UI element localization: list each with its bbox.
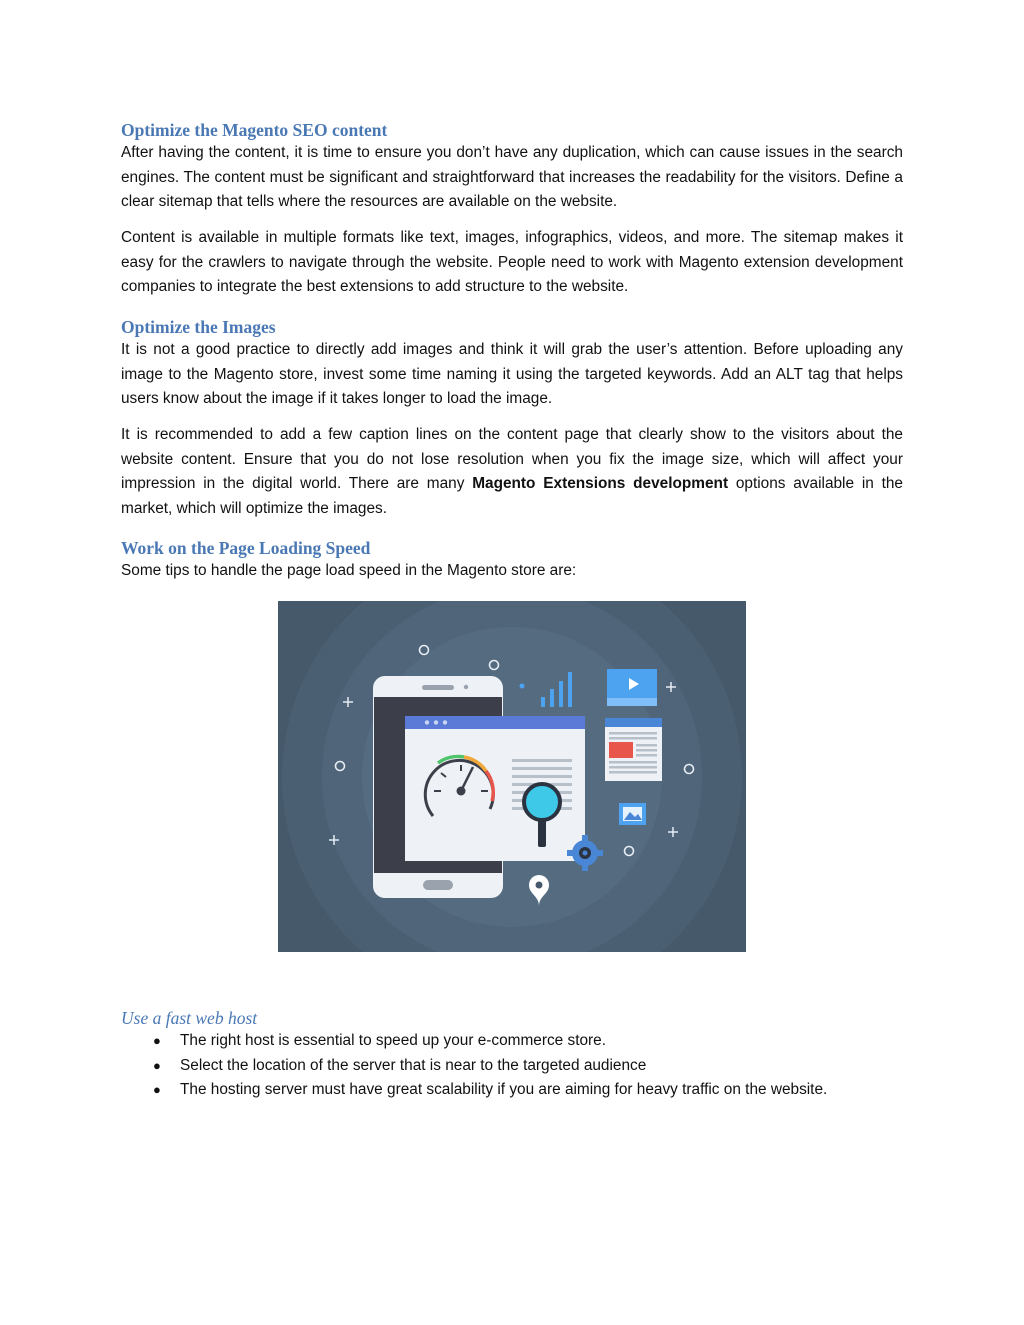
section-seo-content xyxy=(121,119,903,215)
page-speed-illustration xyxy=(278,601,746,952)
page-speed-icon xyxy=(278,601,746,952)
section-images-p2 xyxy=(121,423,903,521)
list-item-text: Select the location of the server that is near to the targeted audience xyxy=(180,1056,647,1074)
paragraph-seo-2: Content is available in multiple formats like text, images, infographics, videos, and more. The sitemap makes it easy for the crawlers to navigate through the website. People need to work with Magento extension development companies to integrate the best extensions to add structure to the website. xyxy=(121,229,903,295)
subsection-web-host xyxy=(121,1007,903,1029)
list-item xyxy=(121,1029,921,1054)
paragraph-images-2-after: options available in the market, which will optimize the images. xyxy=(121,475,903,517)
bullet-glyph: ● xyxy=(153,1033,161,1048)
section-images xyxy=(121,316,903,412)
list-item-text: The hosting server must have great scalability if you are aiming for heavy traffic on the website. xyxy=(180,1081,828,1098)
paragraph-seo-1: After having the content, it is time to ensure you don’t have any duplication, which can cause issues in the search engines. The content must be significant and straightforward that increases the readability for the visitors. Define a clear sitemap that tells where the resources are available on the website. xyxy=(121,144,903,210)
web-host-bullet-list xyxy=(121,1029,921,1103)
bullet-glyph: ● xyxy=(153,1082,161,1097)
list-item xyxy=(121,1078,921,1103)
bold-magento-extensions: Magento Extensions development xyxy=(472,475,729,492)
list-item-text: The right host is essential to speed up your e-commerce store. xyxy=(180,1032,607,1049)
paragraph-images-2 xyxy=(121,423,903,521)
paragraph-images-2-before: It is recommended to add a few caption lines on the content page that clearly show to the visitors about the website content. Ensure that you do not lose resolution when you fix the image size, which will affect your impression in the digital world. There are many xyxy=(121,426,903,492)
heading-web-host: Use a fast web host xyxy=(121,1008,258,1028)
heading-images: Optimize the Images xyxy=(121,317,276,337)
heading-page-speed: Work on the Page Loading Speed xyxy=(121,538,371,558)
paragraph-images-1: It is not a good practice to directly add images and think it will grab the user’s attention. Before uploading any image to the Magento store, invest some time naming it using the targeted keywords. Add an ALT tag that helps users know about the image if it takes longer to load the image. xyxy=(121,341,903,407)
heading-seo-content: Optimize the Magento SEO content xyxy=(121,120,388,140)
section-seo-content-p2 xyxy=(121,226,903,300)
section-page-speed xyxy=(121,537,903,584)
bullet-glyph: ● xyxy=(153,1057,161,1073)
list-item xyxy=(121,1054,921,1079)
paragraph-page-speed: Some tips to handle the page load speed in the Magento store are: xyxy=(121,562,577,579)
